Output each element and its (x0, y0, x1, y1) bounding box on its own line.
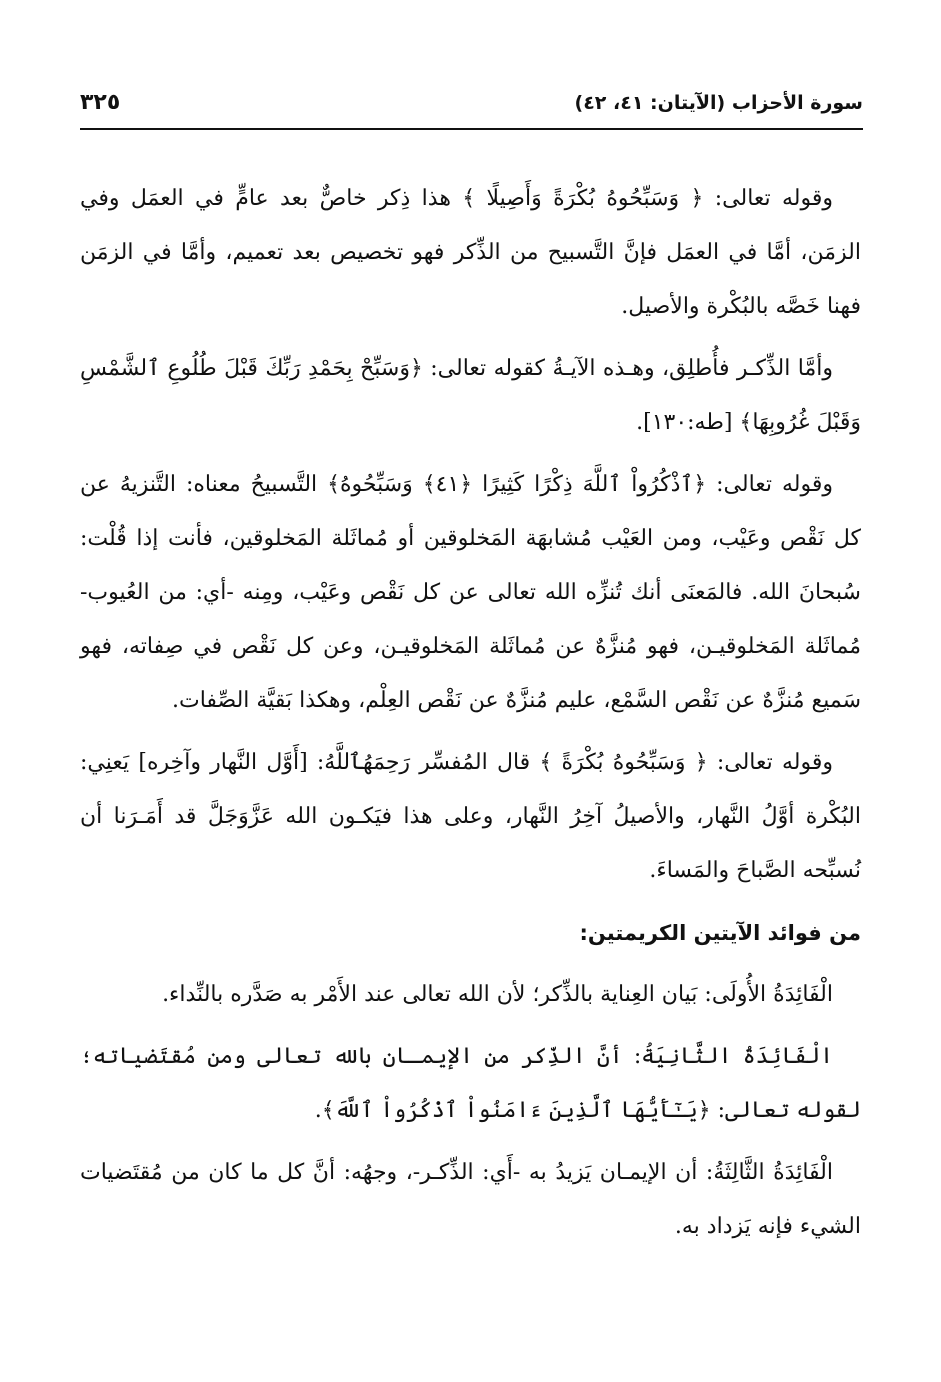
benefit-paragraph: الْفَائِدَةُ الثَّالِثَةُ: أن الإيمـان يَزيدُ به -أَي: الذِّكـر-، وجهُه: أنَّ كل ما كان من مُقتَضيات الشيء فإنه يَزداد به. (80, 1160, 861, 1239)
page-header (80, 88, 863, 128)
paragraph: وقوله تعالى: ﴿ٱذْكُرُواْ ٱللَّهَ ذِكْرًا كَثِيرًا ﴿٤١﴾ وَسَبِّحُوهُ﴾ التَّسبيحُ معناه: التَّنزيهُ عن كل نَقْص وعَيْب، ومن العَيْب مُشابهَة المَخلوقين أو مُماثَلة المَخلوقين، فأنت إذا قُلْت: سُبحانَ الله. فالمَعنَى أنك تُنزِّه الله تعالى عن كل نَقْص وعَيْب، ومِنه -أي: من العُيوب- مُماثَلة المَخلوقيـن، فهو مُنزَّهٌ عن مُماثَلة المَخلوقيـن، وعن كل نَقْص في صِفاته، فهو سَميع مُنزَّهٌ عن نَقْص السَّمْع، عليم مُنزَّهٌ عن نَقْص العِلْم، وهكذا بَقيَّة الصِّفات. (80, 472, 861, 713)
paragraph: وأمَّا الذِّكـر فأُطلِق، وهـذه الآيـةُ كقوله تعالى: ﴿وَسَبِّحْ بِحَمْدِ رَبِّكَ قَبْلَ طُلُوعِ ٱلشَّمْسِ وَقَبْلَ غُرُوبِهَا﴾ [طه:١٣٠]. (80, 356, 861, 435)
paragraph: وقوله تعالى: ﴿ وَسَبِّحُوهُ بُكْرَةً وَأَصِيلًا ﴾ هذا ذِكر خاصٌّ بعد عامٍّ في العمَل وفي الزمَن، أمَّا في العمَل فإنَّ التَّسبيح من الذِّكر فهو تخصيص بعد تعميم، وأمَّا في الزمَن فهنا خَصَّه بالبُكْرة والأصيل. (80, 186, 861, 319)
benefit-paragraph: الْفَائِدَةُ الأُولَى: بَيان العِناية بالذِّكر؛ لأن الله تعالى عند الأَمْر به صَدَّره بالنِّداء. (162, 982, 833, 1007)
benefit-paragraph: الْفَائِدَةُ الثَّانِيَةُ: أنَّ الذِّكر من الإيمـان بالله تعالى ومن مُقتَضياته؛ لقوله تعالى: ﴿يَـٰٓأَيُّهَا ٱلَّذِينَ ءَامَنُواْ ٱذْكُرُواْ ٱللَّهَ﴾. (80, 1044, 861, 1123)
page-body (80, 172, 861, 1262)
paragraph: وقوله تعالى: ﴿ وَسَبِّحُوهُ بُكْرَةً ﴾ قال المُفسِّر رَحِمَهُٱللَّهُ: [أَوَّل النَّهار وآخِره] يَعنِي: البُكْرة أوَّلُ النَّهار، والأصيلُ آخِرُ النَّهار، وعلى هذا فيَكـون الله عَزَّوَجَلَّ قد أَمَـرَنا أن نُسبِّحه الصَّباحَ والمَساءَ. (80, 750, 861, 883)
section-heading: من فوائد الآيتين الكريمتين: (579, 921, 861, 945)
page-number: ٣٢٥ (80, 90, 121, 115)
running-title: سورة الأحزاب (الآيتان: ٤١، ٤٢) (574, 92, 863, 114)
header-rule (80, 128, 863, 130)
